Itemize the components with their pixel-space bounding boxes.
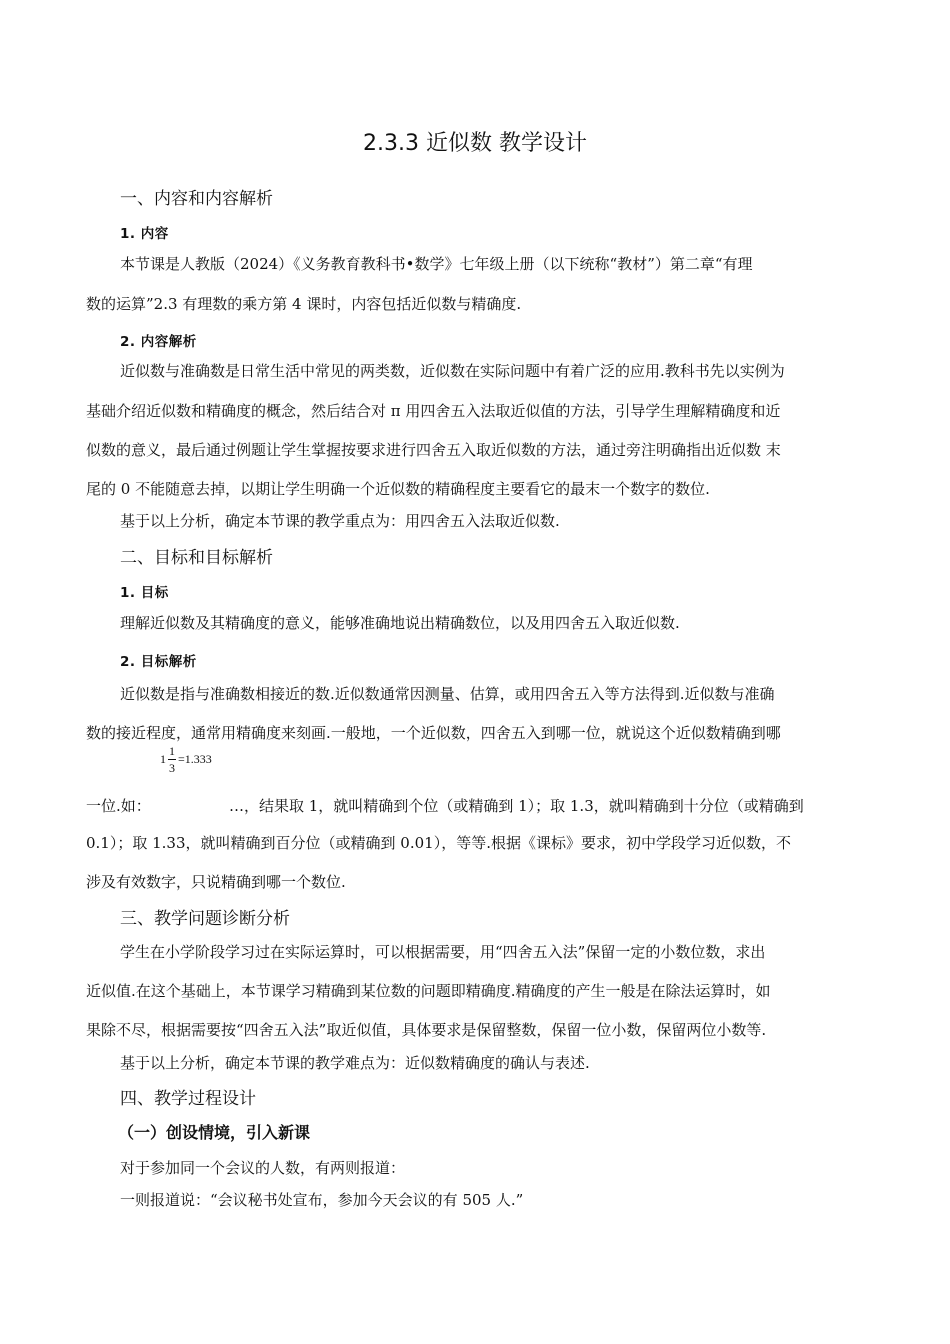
paragraph-line: 尾的 0 不能随意去掉，以期让学生明确一个近似数的精确程度主要看它的最末一个数字的数位.: [86, 480, 710, 498]
subheading-content: 1. 内容: [120, 226, 169, 242]
paragraph-line: …，结果取 1，就叫精确到个位（或精确到 1）；取 1.3，就叫精确到十分位（或精确到: [229, 797, 804, 815]
paragraph-line: 0.1）；取 1.33，就叫精确到百分位（或精确到 0.01），等等.根据《课标》要求，初中学段学习近似数，不: [86, 834, 791, 852]
fraction-denominator: 3: [169, 761, 175, 775]
paragraph-line: 数的运算”2.3 有理数的乘方第 4 课时，内容包括近似数与精确度.: [86, 295, 522, 313]
section-heading-process: 四、教学过程设计: [120, 1089, 256, 1109]
paragraph-line: 似数的意义，最后通过例题让学生掌握按要求进行四舍五入取近似数的方法，通过旁注明确指出近似数 末: [86, 441, 781, 459]
paragraph-line: 基于以上分析，确定本节课的教学难点为：近似数精确度的确认与表述.: [120, 1054, 590, 1072]
page-title: 2.3.3 近似数 教学设计: [363, 131, 587, 156]
paragraph-line: 基于以上分析，确定本节课的教学重点为：用四舍五入法取近似数.: [120, 512, 560, 530]
paragraph-line: 涉及有效数字，只说精确到哪一个数位.: [86, 873, 346, 891]
fraction-numerator: 1: [169, 744, 175, 758]
section-heading-goals: 二、目标和目标解析: [120, 548, 273, 568]
paragraph-line: 基础介绍近似数和精确度的概念，然后结合对 π 用四舍五入法取近似值的方法，引导学生理解精确度和近: [86, 402, 781, 420]
paragraph-line: 果除不尽，根据需要按“四舍五入法”取近似值，具体要求是保留整数，保留一位小数，保留两位小数等.: [86, 1021, 767, 1039]
paragraph-line: 学生在小学阶段学习过在实际运算时，可以根据需要，用“四舍五入法”保留一定的小数位数，求出: [120, 943, 766, 961]
paragraph-line: 近似数与准确数是日常生活中常见的两类数，近似数在实际问题中有着广泛的应用.教科书先以实例为: [120, 362, 785, 380]
fraction-decimal: =1.333: [178, 752, 212, 766]
subheading-scenario: （一）创设情境，引入新课: [118, 1123, 311, 1142]
paragraph-line: 数的接近程度，通常用精确度来刻画.一般地，一个近似数，四舍五入到哪一位，就说这个近似数精确到哪: [86, 724, 781, 742]
subheading-goals-analysis: 2. 目标解析: [120, 654, 197, 670]
paragraph-line: 理解近似数及其精确度的意义，能够准确地说出精确数位，以及用四舍五入取近似数.: [120, 614, 680, 632]
paragraph-line: 对于参加同一个会议的人数，有两则报道：: [120, 1159, 406, 1177]
fraction-bar: [168, 759, 176, 760]
subheading-content-analysis: 2. 内容解析: [120, 334, 197, 350]
subheading-goals: 1. 目标: [120, 585, 169, 601]
fraction-whole: 1: [160, 752, 166, 766]
paragraph-line: 一位.如：: [86, 797, 151, 815]
section-heading-diagnosis: 三、教学问题诊断分析: [120, 909, 290, 929]
section-heading-content: 一、内容和内容解析: [120, 189, 273, 209]
paragraph-line: 一则报道说：“会议秘书处宣布，参加今天会议的有 505 人.”: [120, 1191, 524, 1209]
paragraph-line: 近似值.在这个基础上，本节课学习精确到某位数的问题即精确度.精确度的产生一般是在除法运算时，如: [86, 982, 771, 1000]
paragraph-line: 本节课是人教版（2024）《义务教育教科书•数学》七年级上册（以下统称“教材”）第二章“有理: [120, 255, 753, 273]
paragraph-line: 近似数是指与准确数相接近的数.近似数通常因测量、估算，或用四舍五入等方法得到.近似数与准确: [120, 685, 775, 703]
